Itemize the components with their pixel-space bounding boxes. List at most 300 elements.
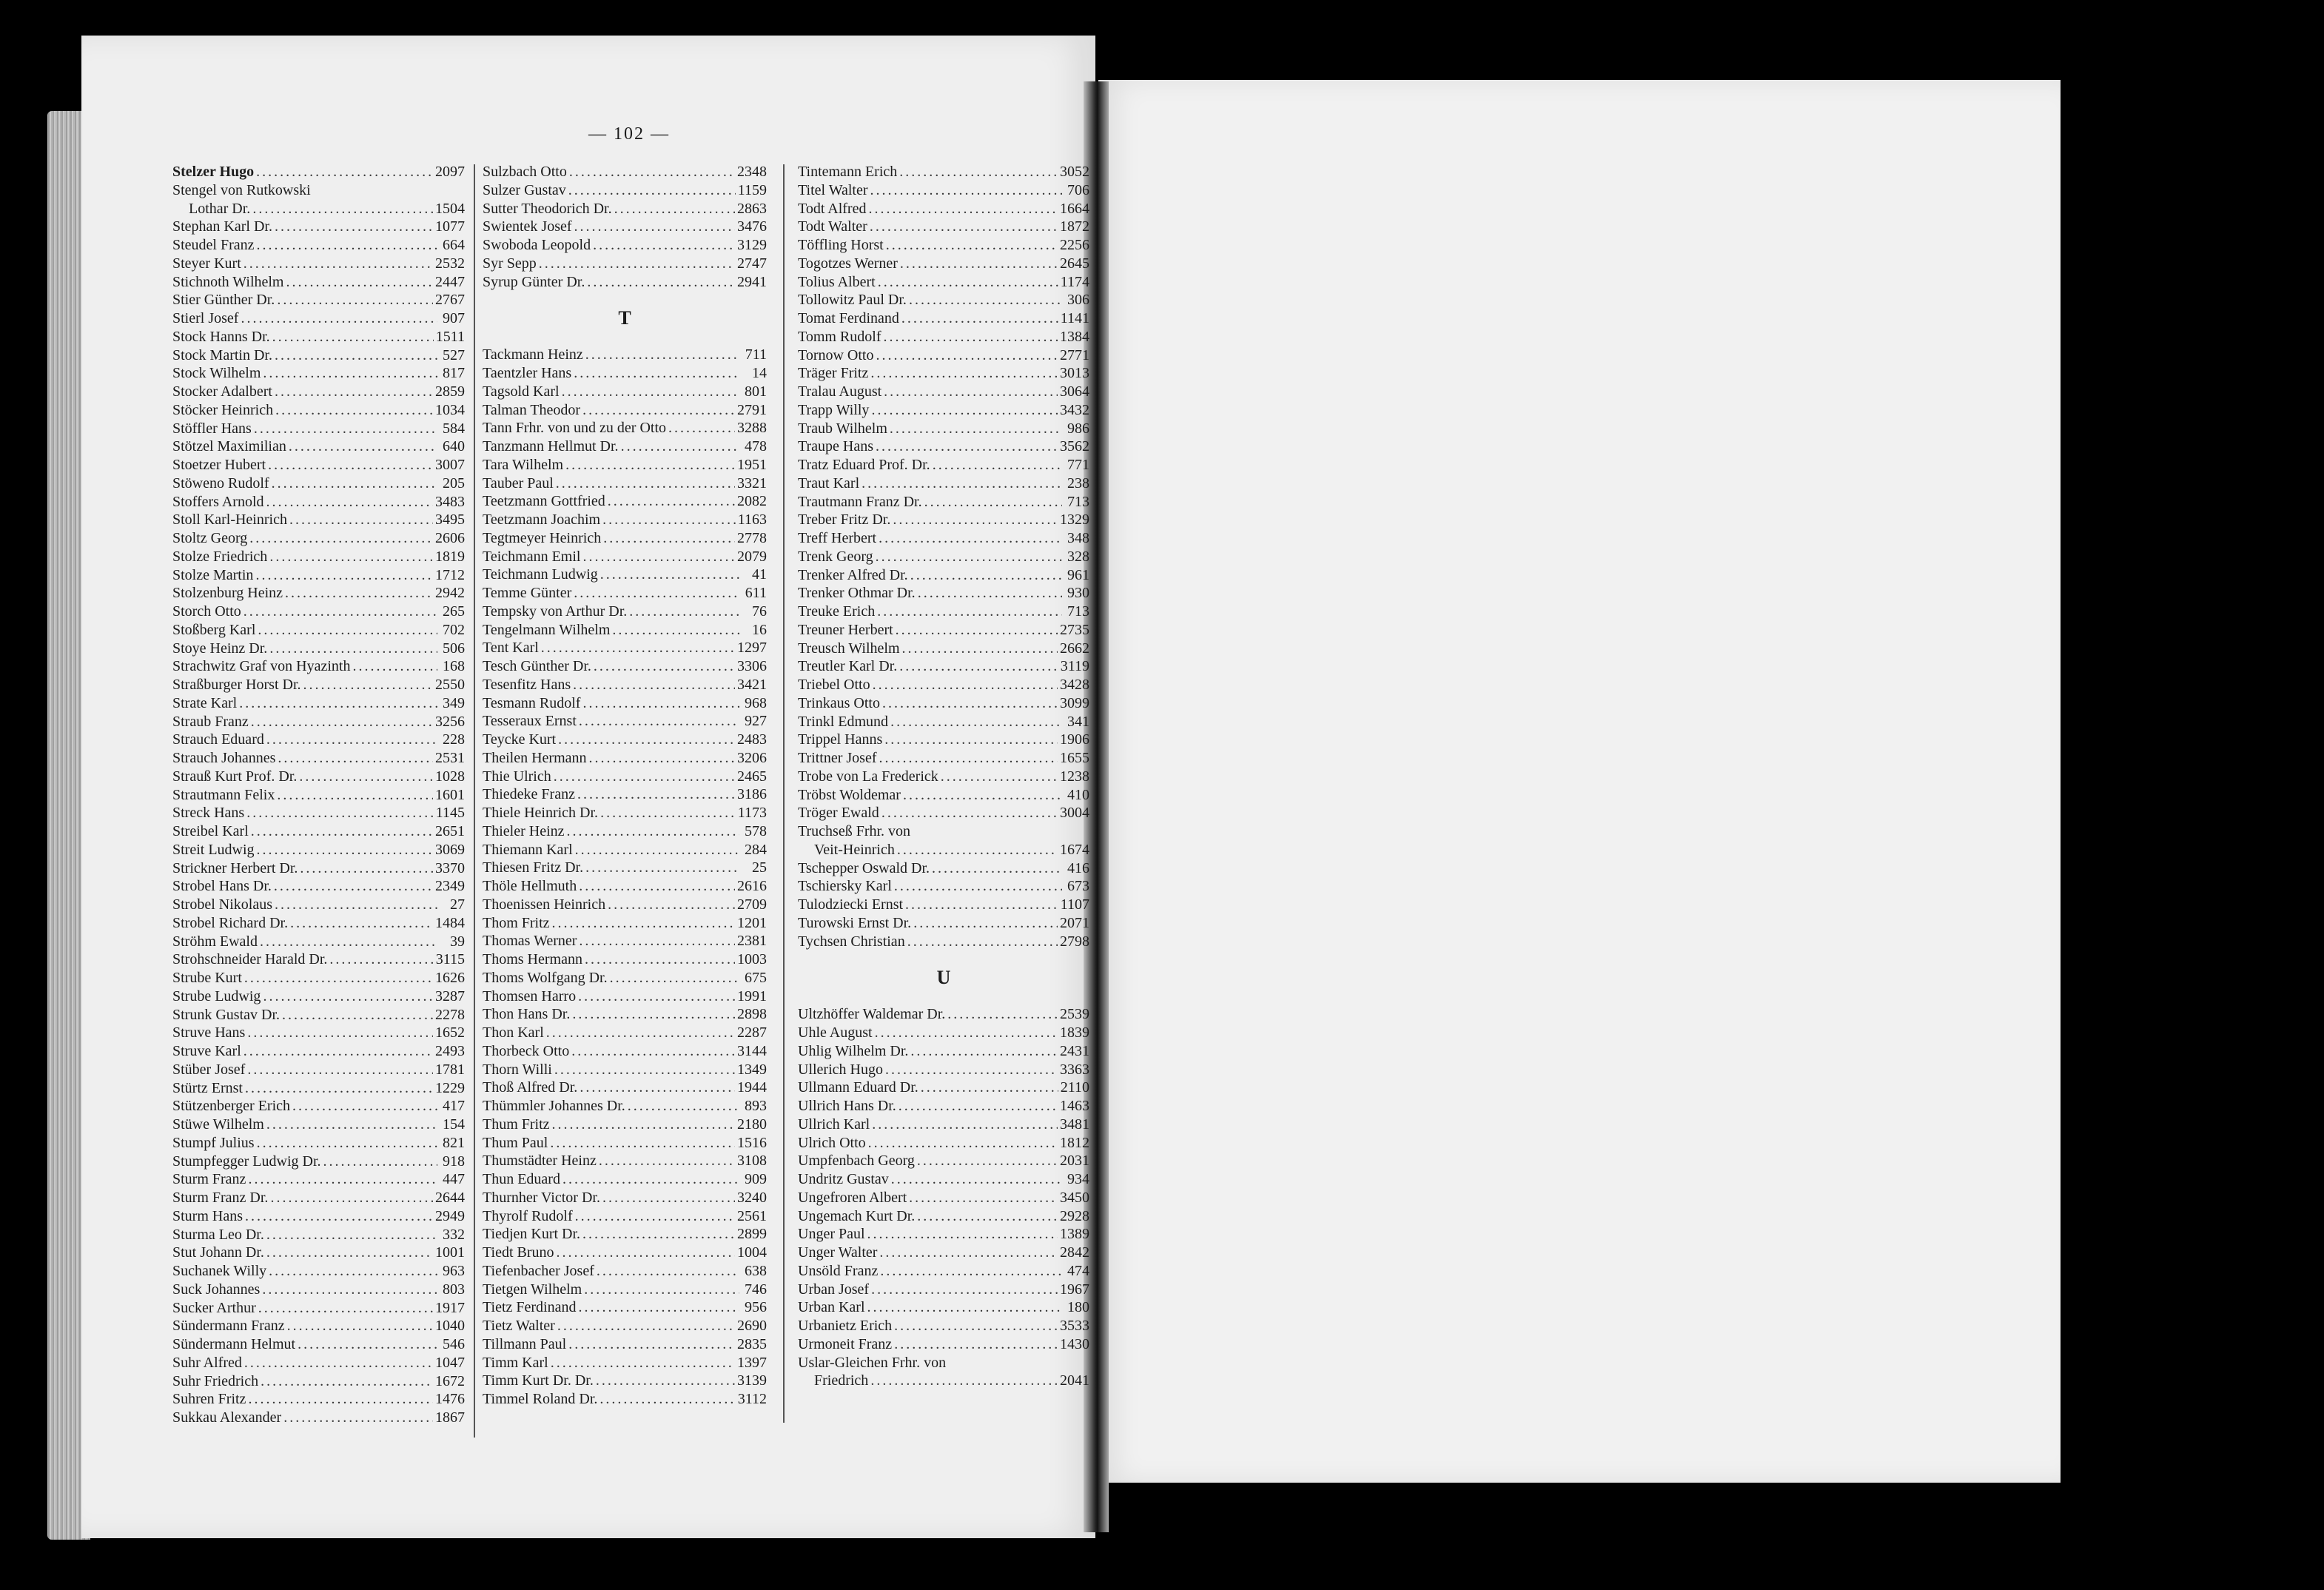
entry-number: 3206: [737, 749, 767, 766]
leader-dots: [287, 1317, 433, 1335]
entry-name: Tesenfitz Hans: [483, 676, 571, 693]
leader-dots: [870, 181, 1062, 200]
index-entry: [483, 621, 767, 640]
entry-name: Streibel Karl: [172, 823, 249, 839]
index-entry: [172, 1281, 465, 1299]
index-entry: [172, 1207, 465, 1226]
entry-name: Ullrich Karl: [798, 1116, 870, 1133]
page-number: — 102 —: [588, 124, 670, 144]
entry-number: 41: [752, 566, 767, 583]
index-entry: [172, 163, 465, 181]
index-entry: [172, 877, 465, 896]
index-entry: [483, 712, 767, 731]
section-letter: T: [618, 307, 631, 329]
entry-number: 3052: [1060, 164, 1089, 180]
entry-name: Trinkl Edmund: [798, 713, 889, 730]
entry-number: 3288: [737, 420, 767, 437]
entry-number: 817: [443, 365, 465, 382]
entry-number: 1238: [1060, 768, 1089, 785]
entry-name: Thon Hans Dr.: [483, 1006, 571, 1023]
entry-number: 349: [443, 694, 465, 711]
leader-dots: [552, 914, 735, 933]
leader-dots: [897, 841, 1058, 859]
leader-dots: [260, 933, 437, 951]
entry-number: 3483: [435, 493, 465, 510]
entry-number: 930: [1067, 585, 1089, 602]
leader-dots: [241, 309, 437, 328]
index-entry: [798, 877, 1089, 896]
index-entry: [172, 676, 465, 694]
entry-number: 771: [1067, 457, 1089, 473]
entry-name: Thum Fritz: [483, 1116, 550, 1133]
leader-dots: [587, 273, 735, 292]
entry-name: Syr Sepp: [483, 255, 537, 272]
right-page-blank: [1098, 80, 2061, 1483]
index-entry: [798, 1116, 1089, 1134]
entry-name: Tauber Paul: [483, 474, 554, 492]
entry-number: 1712: [435, 566, 465, 583]
leader-dots: [589, 749, 736, 768]
index-column-3: [798, 163, 1089, 1390]
index-entry: [172, 603, 465, 621]
leader-dots: [668, 419, 735, 437]
entry-number: 2949: [435, 1207, 465, 1224]
index-entry: [172, 401, 465, 420]
entry-name: Tschiersky Karl: [798, 878, 892, 895]
entry-number: 2256: [1060, 237, 1089, 253]
entry-name: Straub Franz: [172, 713, 249, 730]
entry-number: 1664: [1060, 200, 1089, 217]
index-entry: [172, 768, 465, 786]
index-entry: [483, 346, 767, 364]
entry-name: Sukkau Alexander: [172, 1409, 282, 1426]
entry-name: Timm Karl: [483, 1354, 548, 1371]
index-entry: [172, 273, 465, 292]
entry-number: 956: [745, 1299, 767, 1316]
entry-number: 447: [443, 1171, 465, 1188]
leader-dots: [870, 364, 1058, 383]
entry-name: Steyer Kurt: [172, 255, 241, 272]
index-entry: [483, 548, 767, 566]
entry-number: 918: [443, 1153, 465, 1170]
leader-dots: [246, 804, 434, 822]
leader-dots: [608, 492, 735, 511]
leader-dots: [610, 969, 739, 987]
entry-name: Unsöld Franz: [798, 1262, 879, 1279]
leader-dots: [585, 346, 739, 364]
entry-name: Töffling Horst: [798, 237, 884, 253]
entry-number: 2483: [737, 731, 767, 748]
leader-dots: [247, 1061, 433, 1079]
entry-number: 3370: [435, 859, 465, 876]
index-entry: [483, 511, 767, 529]
index-entry: [798, 804, 1089, 822]
entry-name: Trippel Hanns: [798, 731, 883, 748]
leader-dots: [263, 987, 433, 1006]
entry-number: 3450: [1060, 1189, 1089, 1206]
entry-number: 1652: [435, 1024, 465, 1041]
index-entry: [172, 584, 465, 603]
entry-name: Thyrolf Rudolf: [483, 1207, 573, 1224]
index-entry: [798, 1170, 1089, 1189]
index-entry: [798, 163, 1089, 181]
index-entry: [798, 1005, 1089, 1024]
index-entry: [483, 1225, 767, 1244]
entry-number: 2928: [1060, 1207, 1089, 1224]
index-entry: [483, 1005, 767, 1024]
entry-number: 3428: [1060, 677, 1089, 693]
leader-dots: [323, 1153, 437, 1171]
entry-number: 3139: [737, 1372, 767, 1389]
index-entry: [798, 493, 1089, 511]
entry-number: 3099: [1060, 694, 1089, 711]
leader-dots: [289, 511, 433, 529]
entry-name: Truchseß Frhr. von: [798, 823, 911, 839]
entry-number: 1674: [1060, 841, 1089, 858]
entry-number: 1839: [1060, 1024, 1089, 1041]
leader-dots: [539, 255, 735, 273]
index-entry: [483, 804, 767, 822]
index-entry: [483, 1061, 767, 1079]
entry-number: 3112: [737, 1391, 767, 1407]
entry-name: Sulzer Gustav: [483, 181, 566, 198]
leader-dots: [876, 548, 1062, 566]
index-entry: [798, 236, 1089, 255]
entry-name: Traut Karl: [798, 474, 860, 492]
leader-dots: [248, 1390, 433, 1409]
index-entry: [483, 1024, 767, 1042]
entry-number: 638: [745, 1262, 767, 1279]
index-entry: [798, 1244, 1089, 1262]
entry-number: 713: [1067, 603, 1089, 620]
entry-number: 16: [752, 621, 767, 638]
leader-dots: [913, 914, 1058, 933]
leader-dots: [596, 1372, 735, 1390]
entry-number: 25: [752, 859, 767, 876]
index-entry: [483, 1354, 767, 1372]
index-entry: [172, 1170, 465, 1189]
index-entry: [172, 456, 465, 474]
index-entry: [798, 181, 1089, 200]
leader-dots: [567, 822, 740, 841]
entry-name: Urbanietz Erich: [798, 1318, 893, 1334]
index-entry: [483, 492, 767, 511]
entry-number: 1141: [1060, 310, 1089, 326]
entry-number: 803: [443, 1281, 465, 1298]
leader-dots: [875, 1024, 1058, 1042]
index-entry: [483, 456, 767, 474]
entry-name: Streck Hans: [172, 805, 245, 822]
index-entry: [798, 1335, 1089, 1354]
entry-name: Lothar Dr.: [189, 200, 251, 217]
entry-name: Träger Fritz: [798, 365, 869, 382]
index-entry: [172, 1134, 465, 1153]
index-entry: [172, 749, 465, 768]
leader-dots: [290, 914, 433, 933]
entry-number: 3306: [737, 658, 767, 674]
index-entry: [483, 896, 767, 914]
entry-name: Tempsky von Arthur Dr.: [483, 603, 628, 620]
index-entry: [172, 1354, 465, 1372]
entry-name: Thom Fritz: [483, 914, 550, 931]
index-entry: [172, 1153, 465, 1171]
entry-number: 3115: [435, 951, 465, 968]
index-entry: [483, 639, 767, 657]
index-entry: [172, 1317, 465, 1335]
entry-number: 417: [443, 1098, 465, 1115]
entry-number: 2778: [737, 529, 767, 546]
leader-dots: [907, 933, 1058, 951]
index-entry: [798, 1024, 1089, 1042]
leader-dots: [868, 200, 1058, 218]
entry-name: Sutter Theodorich Dr.: [483, 200, 612, 217]
leader-dots: [612, 621, 739, 640]
entry-number: 14: [752, 365, 767, 381]
entry-number: 1047: [435, 1354, 465, 1371]
entry-name: Suhr Alfred: [172, 1354, 242, 1371]
leader-dots: [541, 639, 735, 657]
entry-number: 3321: [737, 474, 767, 492]
index-entry: [798, 1134, 1089, 1153]
index-entry: [483, 236, 767, 255]
entry-name: Thum Paul: [483, 1134, 548, 1151]
leader-dots: [329, 950, 433, 969]
leader-dots: [574, 218, 735, 236]
index-entry: [172, 841, 465, 859]
entry-name: Stocker Adalbert: [172, 383, 272, 400]
leader-dots: [867, 1225, 1058, 1244]
leader-dots: [621, 437, 739, 456]
entry-name: Thoms Hermann: [483, 951, 582, 967]
entry-name: Struve Karl: [172, 1043, 241, 1059]
entry-number: 2532: [435, 255, 465, 272]
index-entry: [483, 1262, 767, 1281]
entry-name: Thun Eduard: [483, 1171, 560, 1187]
entry-number: 1516: [737, 1134, 767, 1151]
index-entry: [172, 1262, 465, 1281]
entry-name: Temme Günter: [483, 585, 572, 601]
index-entry: [483, 841, 767, 859]
entry-name: Thieler Heinz: [483, 822, 565, 839]
entry-name: Strunk Gustav Dr.: [172, 1006, 280, 1023]
entry-name: Trinkaus Otto: [798, 694, 880, 711]
entry-name: Tschepper Oswald Dr.: [798, 859, 930, 876]
leader-dots: [299, 768, 433, 786]
leader-dots: [263, 364, 437, 383]
entry-name: Strube Ludwig: [172, 987, 261, 1004]
index-entry: [798, 456, 1089, 474]
entry-number: 416: [1067, 859, 1089, 876]
entry-name: Tietz Walter: [483, 1318, 555, 1334]
entry-number: 3186: [737, 786, 767, 803]
leader-dots: [562, 1170, 739, 1189]
leader-dots: [868, 1134, 1058, 1153]
entry-name: Tillmann Paul: [483, 1335, 567, 1352]
index-entry: [798, 731, 1089, 749]
entry-name: Tietgen Wilhelm: [483, 1281, 582, 1298]
entry-name: Tegtmeyer Heinrich: [483, 529, 602, 546]
index-entry: [483, 657, 767, 676]
entry-number: 474: [1067, 1262, 1089, 1279]
index-entry: [172, 236, 465, 255]
index-entry: [172, 309, 465, 328]
entry-name: Streit Ludwig: [172, 841, 255, 858]
entry-name: Trenker Alfred Dr.: [798, 566, 908, 583]
index-entry: [172, 859, 465, 878]
index-entry: [798, 713, 1089, 731]
entry-name: Tesch Günther Dr.: [483, 658, 591, 674]
leader-dots: [262, 1281, 437, 1299]
leader-dots: [582, 548, 735, 566]
entry-name: Stoll Karl-Heinrich: [172, 511, 287, 529]
entry-number: 2550: [435, 677, 465, 693]
index-entry: [483, 694, 767, 713]
index-entry: [798, 694, 1089, 713]
entry-number: 228: [443, 731, 465, 748]
index-entry: [798, 1189, 1089, 1207]
entry-number: 907: [443, 310, 465, 326]
entry-number: 2863: [737, 200, 767, 217]
index-entry: [172, 548, 465, 566]
entry-number: 2431: [1060, 1042, 1089, 1059]
index-entry: [798, 1097, 1089, 1116]
entry-name: Talman Theodor: [483, 401, 581, 418]
index-entry: [172, 511, 465, 529]
entry-number: 968: [745, 694, 767, 711]
entry-name: Tackmann Heinz: [483, 346, 583, 363]
entry-number: 328: [1067, 548, 1089, 565]
entry-name: Strauß Kurt Prof. Dr.: [172, 768, 298, 785]
leader-dots: [903, 786, 1062, 805]
entry-number: 2465: [737, 768, 767, 785]
entry-number: 1917: [435, 1299, 465, 1316]
entry-number: 306: [1067, 292, 1089, 309]
index-entry: [483, 401, 767, 420]
index-entry: [798, 529, 1089, 548]
index-entry: [172, 657, 465, 676]
entry-name: Todt Walter: [798, 218, 867, 235]
entry-number: 1384: [1060, 328, 1089, 345]
index-entry: [172, 969, 465, 987]
index-entry: [798, 255, 1089, 273]
entry-number: 2767: [435, 292, 465, 309]
entry-number: 711: [745, 346, 767, 363]
leader-dots: [594, 657, 735, 676]
entry-number: 1655: [1060, 750, 1089, 766]
leader-dots: [894, 877, 1062, 896]
entry-number: 1991: [737, 987, 767, 1004]
entry-number: 2071: [1060, 914, 1089, 931]
leader-dots: [584, 1281, 739, 1299]
entry-name: Tulodziecki Ernst: [798, 896, 904, 913]
entry-name: Tröbst Woldemar: [798, 786, 901, 803]
leader-dots: [593, 236, 735, 255]
leader-dots: [880, 1262, 1062, 1281]
leader-dots: [947, 1005, 1058, 1024]
entry-number: 746: [745, 1281, 767, 1298]
leader-dots: [599, 1152, 735, 1170]
entry-number: 2097: [435, 164, 465, 180]
entry-number: 3256: [435, 713, 465, 730]
leader-dots: [876, 437, 1058, 456]
entry-number: 673: [1067, 878, 1089, 895]
entry-number: 39: [450, 933, 465, 950]
entry-name: Theilen Hermann: [483, 749, 587, 766]
leader-dots: [571, 1042, 735, 1061]
index-entry: [483, 1244, 767, 1262]
index-entry: [483, 1116, 767, 1134]
index-entry: [172, 621, 465, 640]
index-entry: [172, 1226, 465, 1244]
entry-name: Strauch Eduard: [172, 731, 264, 748]
entry-name: Sturm Franz: [172, 1171, 246, 1188]
index-entry: [172, 529, 465, 548]
index-entry: [483, 419, 767, 437]
entry-number: 506: [443, 640, 465, 657]
entry-name: Triebel Otto: [798, 677, 870, 693]
index-entry: [483, 1042, 767, 1061]
entry-name: Tent Karl: [483, 640, 539, 657]
leader-dots: [352, 657, 437, 676]
entry-name: Thümmler Johannes Dr.: [483, 1098, 625, 1114]
index-entry: [483, 1170, 767, 1189]
entry-number: 1511: [435, 328, 465, 345]
index-entry: [798, 621, 1089, 640]
entry-name: Trenk Georg: [798, 548, 873, 565]
leader-dots: [597, 1262, 739, 1281]
leader-dots: [257, 1134, 437, 1153]
entry-number: 2606: [435, 530, 465, 546]
entry-number: 584: [443, 420, 465, 437]
leader-dots: [884, 731, 1058, 749]
entry-name: Treber Fritz Dr.: [798, 511, 891, 529]
entry-name: Tengelmann Wilhelm: [483, 621, 611, 638]
index-entry: [483, 1079, 767, 1097]
entry-number: 2349: [435, 878, 465, 895]
entry-name: Tomat Ferdinand: [798, 310, 899, 326]
entry-number: 2180: [737, 1116, 767, 1133]
index-entry: [172, 383, 465, 401]
leader-dots: [600, 804, 736, 822]
entry-number: 1872: [1060, 218, 1089, 235]
leader-dots: [910, 566, 1062, 585]
leader-dots: [909, 291, 1062, 309]
leader-dots: [893, 511, 1058, 529]
entry-number: 2539: [1060, 1006, 1089, 1023]
entry-name: Trittner Josef: [798, 750, 877, 766]
entry-number: 1028: [435, 768, 465, 785]
index-entry: [172, 1390, 465, 1409]
entry-name: Tesmann Rudolf: [483, 694, 581, 711]
index-entry: [172, 694, 465, 713]
entry-name: Swoboda Leopold: [483, 237, 591, 253]
leader-dots: [879, 749, 1058, 768]
entry-name: Stöweno Rudolf: [172, 474, 269, 492]
index-entry: [172, 640, 465, 658]
entry-number: 1967: [1060, 1281, 1089, 1298]
leader-dots: [266, 1244, 433, 1262]
index-entry: [483, 1298, 767, 1317]
entry-name: Undritz Gustav: [798, 1171, 889, 1187]
entry-name: Treuke Erich: [798, 603, 876, 620]
leader-dots: [300, 859, 433, 878]
entry-name: Stumpf Julius: [172, 1134, 255, 1151]
entry-name: Tara Wilhelm: [483, 456, 564, 473]
entry-name: Tröger Ewald: [798, 805, 879, 822]
index-entry: [798, 584, 1089, 603]
leader-dots: [569, 163, 735, 181]
index-entry: [172, 914, 465, 933]
